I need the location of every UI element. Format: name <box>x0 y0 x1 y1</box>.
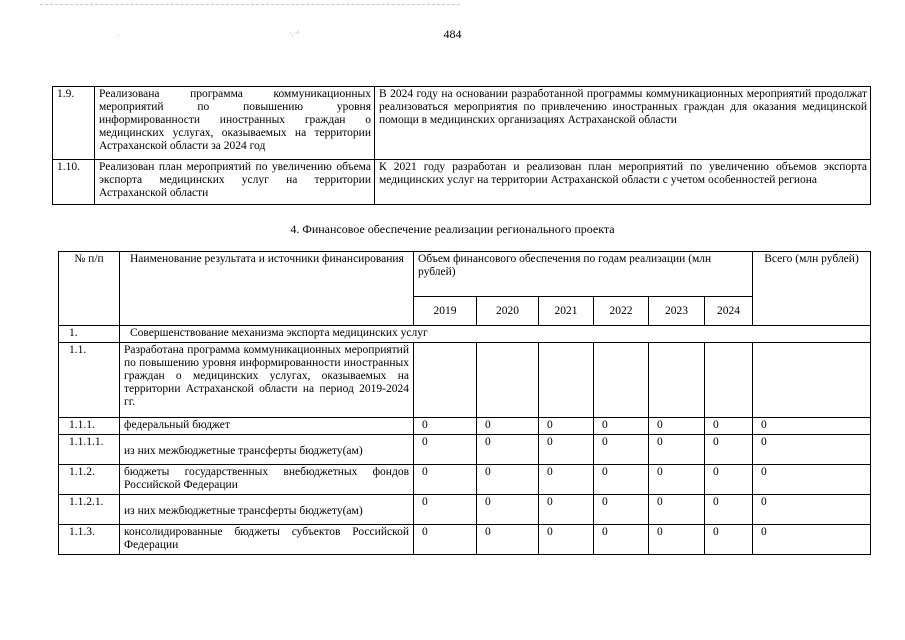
value-cell: 0 <box>414 465 477 495</box>
program-row <box>59 343 871 418</box>
section-row <box>59 326 871 343</box>
value-cell: 0 <box>705 435 753 465</box>
value-cell: 0 <box>539 495 594 525</box>
value-cell: 0 <box>414 435 477 465</box>
year-cell: 2021 <box>539 297 594 326</box>
result-description: В 2024 году на основании разработанной программы коммуникационных мероприятий продолжат реализоваться мероприятия по привлечению иностранных граждан для оказания медицинской помощи в медицинских организациях Астраханской области <box>375 87 871 160</box>
total-cell: 0 <box>753 418 871 435</box>
total-cell: 0 <box>753 525 871 555</box>
empty-cell <box>649 343 705 418</box>
value-cell: 0 <box>477 495 539 525</box>
table-row <box>59 495 871 525</box>
empty-cell <box>414 343 477 418</box>
value-cell: 0 <box>705 418 753 435</box>
value-cell: 0 <box>594 418 649 435</box>
empty-cell <box>753 343 871 418</box>
scan-top-line <box>40 4 460 6</box>
header-total: Всего (млн рублей) <box>753 252 871 326</box>
value-cell: 0 <box>649 435 705 465</box>
value-cell: 0 <box>414 418 477 435</box>
row-name: бюджеты государственных внебюджетных фондов Российской Федерации <box>120 465 414 495</box>
table-row <box>53 87 871 160</box>
value-cell: 0 <box>539 525 594 555</box>
row-number: 1.9. <box>53 87 95 160</box>
empty-cell <box>594 343 649 418</box>
page-number: 484 <box>443 27 462 41</box>
table-row <box>53 160 871 205</box>
program-name: Разработана программа коммуникационных мероприятий по повышению уровня информированности иностранных граждан о медицинских услугах, оказываемых на территории Астраханской области на период 2019-2024 гг. <box>120 343 414 418</box>
value-cell: 0 <box>594 465 649 495</box>
header-num: № п/п <box>59 252 120 326</box>
value-cell: 0 <box>414 525 477 555</box>
value-cell: 0 <box>477 435 539 465</box>
year-cell: 2020 <box>477 297 539 326</box>
row-name: из них межбюджетные трансферты бюджету(ам) <box>120 435 414 465</box>
year-cell: 2019 <box>414 297 477 326</box>
result-description: К 2021 году разработан и реализован план мероприятий по увеличению объемов экспорта медицинских услуг на территории Астраханской области с учетом особенностей региона <box>375 160 871 205</box>
row-number: 1.1.1.1. <box>59 435 120 465</box>
value-cell: 0 <box>594 435 649 465</box>
value-cell: 0 <box>539 465 594 495</box>
value-cell: 0 <box>649 525 705 555</box>
section-name: Совершенствование механизма экспорта медицинских услуг <box>120 326 871 343</box>
total-cell: 0 <box>753 495 871 525</box>
value-cell: 0 <box>594 525 649 555</box>
value-cell: 0 <box>594 495 649 525</box>
value-cell: 0 <box>539 418 594 435</box>
program-num: 1.1. <box>59 343 120 418</box>
row-name: консолидированные бюджеты субъектов Российской Федерации <box>120 525 414 555</box>
header-row <box>59 252 871 297</box>
table-row <box>59 418 871 435</box>
value-cell: 0 <box>477 525 539 555</box>
row-number: 1.10. <box>53 160 95 205</box>
value-cell: 0 <box>649 465 705 495</box>
row-number: 1.1.1. <box>59 418 120 435</box>
empty-cell <box>539 343 594 418</box>
value-cell: 0 <box>705 495 753 525</box>
total-cell: 0 <box>753 465 871 495</box>
value-cell: 0 <box>705 465 753 495</box>
row-number: 1.1.2. <box>59 465 120 495</box>
year-cell: 2022 <box>594 297 649 326</box>
empty-cell <box>705 343 753 418</box>
row-number: 1.1.2.1. <box>59 495 120 525</box>
table-row <box>59 525 871 555</box>
row-number: 1.1.3. <box>59 525 120 555</box>
scan-smudge: ·.·ᵈ <box>289 29 299 38</box>
value-cell: 0 <box>649 418 705 435</box>
year-cell: 2024 <box>705 297 753 326</box>
scan-smudge: · <box>117 31 120 40</box>
table-row <box>59 465 871 495</box>
total-cell: 0 <box>753 435 871 465</box>
result-text: Реализована программа коммуникационных мероприятий по повышению уровня информированности иностранных граждан о медицинских услугах, оказываемых на территории Астраханской области за 2024 год <box>95 87 375 160</box>
section-title: 4. Финансовое обеспечение реализации регионального проекта <box>290 222 615 236</box>
value-cell: 0 <box>414 495 477 525</box>
row-name: федеральный бюджет <box>120 418 414 435</box>
finance-table <box>58 251 871 555</box>
results-table <box>52 86 871 205</box>
table-row <box>59 435 871 465</box>
empty-cell <box>477 343 539 418</box>
value-cell: 0 <box>649 495 705 525</box>
value-cell: 0 <box>539 435 594 465</box>
value-cell: 0 <box>477 418 539 435</box>
year-cell: 2023 <box>649 297 705 326</box>
value-cell: 0 <box>705 525 753 555</box>
result-text: Реализован план мероприятий по увеличению объема экспорта медицинских услуг на территории Астраханской области <box>95 160 375 205</box>
row-name: из них межбюджетные трансферты бюджету(ам) <box>120 495 414 525</box>
header-volume: Объем финансового обеспечения по годам реализации (млн рублей) <box>414 252 753 297</box>
header-name: Наименование результата и источники финансирования <box>120 252 414 326</box>
value-cell: 0 <box>477 465 539 495</box>
section-num: 1. <box>59 326 120 343</box>
